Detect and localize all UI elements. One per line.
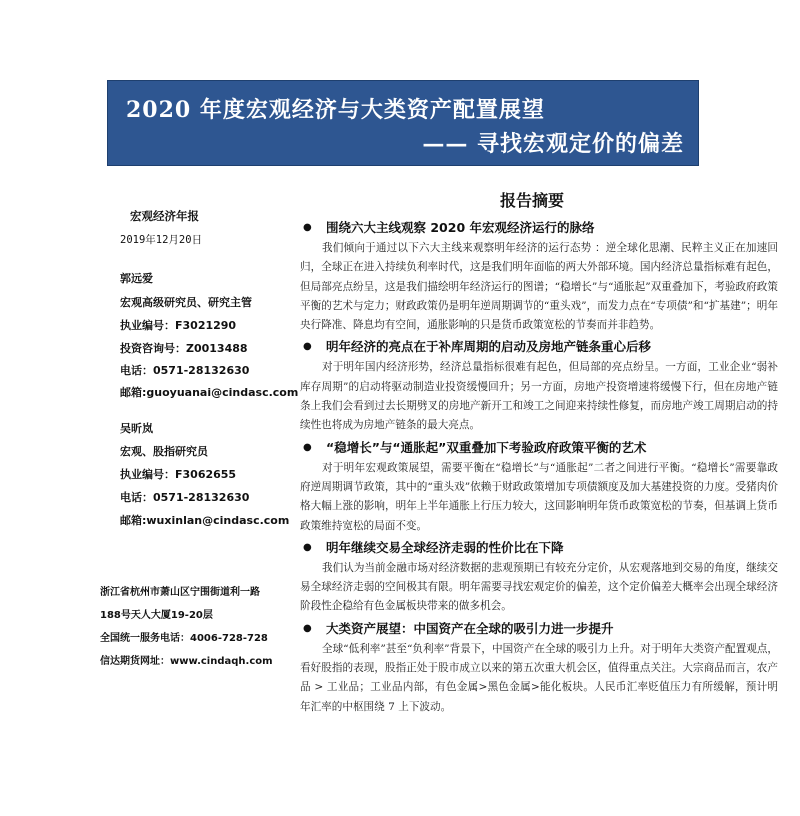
analyst-1-email[interactable]: 邮箱:guoyuanai@cindasc.com: [120, 386, 299, 399]
analyst-2-email[interactable]: 邮箱:wuxinlan@cindasc.com: [120, 514, 290, 527]
address-line-1: 浙江省杭州市萧山区宁围街道利一路: [100, 587, 260, 598]
analyst-2-license: 执业编号：F3062655: [120, 468, 237, 481]
analyst-1-license: 执业编号：F3021290: [120, 319, 237, 332]
section-body: 对于明年国内经济形势，经济总量指标很难有起色，但局部的亮点纷呈。一方面，工业企业“弱补库存周期”的启动将驱动制造业投资缓慢回升；另一方面，房地产投资增速将缓慢下行，但在房地产链条上我们会看到过去长期劈叉的房地产新开工和竣工之间迎来持续性修复，而房地产竣工周期启动的持续性也将成为房地产链条的最大亮点。: [300, 361, 778, 432]
report-title: 2020 年度宏观经济与大类资产配置展望: [126, 97, 545, 123]
analyst-1-phone: 电话：0571-28132630: [120, 364, 250, 377]
section-heading: ● 围绕六大主线观察 2020 年宏观经济运行的脉络: [303, 220, 595, 235]
summary-content: [300, 218, 778, 719]
analyst-1-advisory: 投资咨询号：Z0013488: [120, 342, 248, 355]
section-body: 我们倾向于通过以下六大主线来观察明年经济的运行态势 ：逆全球化思潮、民粹主义正在加速回归，全球正在进入持续负利率时代，这是我们明年面临的两大外部环境。国内经济总量指标难有起色，但局部亮点纷呈，这是我们描绘明年经济运行的图谱；“稳增长”与“通胀起”双重叠加下，考验政府政策平衡的艺术与定力；财政政策仍是明年逆周期调节的“重头戏”，而发力点在“专项债”和“扩基建”；明年央行降准、降息均有空间，通胀影响的只是货币政策宽松的节奏而并非趋势。: [300, 242, 778, 332]
section-heading: ● 明年经济的亮点在于补库周期的启动及房地产链条重心后移: [303, 339, 652, 355]
analyst-1-name: 郭远爱: [120, 272, 153, 285]
section-body: 我们认为当前金融市场对经济数据的悲观预期已有较充分定价，从宏观落地到交易的角度，继续交易全球经济走弱的空间极其有限。明年需要寻找宏观定价的偏差，这个定价偏差大概率会出现全球经济阶段性企稳给有色金属板块带来的做多机会。: [300, 561, 778, 613]
bullet-icon: ●: [303, 441, 312, 453]
bullet-icon: ●: [303, 222, 312, 233]
section-heading: ● “稳增长”与“通胀起”双重叠加下考验政府政策平衡的艺术: [303, 439, 647, 455]
section-heading: ● 大类资产展望：中国资产在全球的吸引力进一步提升: [303, 620, 614, 636]
bullet-icon: ●: [303, 541, 312, 553]
bullet-icon: ●: [303, 341, 312, 353]
report-date: 2019年12月20日: [120, 234, 203, 246]
service-hotline: 全国统一服务电话：4006-728-728: [100, 633, 268, 644]
section-heading: ● 明年继续交易全球经济走弱的性价比在下降: [303, 539, 564, 555]
website[interactable]: 信达期货网址：www.cindaqh.com: [100, 656, 273, 667]
analyst-2-phone: 电话：0571-28132630: [120, 491, 250, 504]
analyst-1-title: 宏观高级研究员、研究主管: [120, 296, 252, 309]
bullet-icon: ●: [303, 622, 312, 634]
report-type: 宏观经济年报: [130, 209, 199, 223]
analyst-2-name: 吴昕岚: [120, 422, 153, 435]
address-line-2: 188号天人大厦19-20层: [100, 610, 213, 621]
section-body: 对于明年宏观政策展望，需要平衡在“稳增长”与“通胀起”二者之间进行平衡。“稳增长”需要靠政府逆周期调节政策，其中的“重头戏”依赖于财政政策增加专项债额度及加大基建投资的力度。受猪肉价格大幅上涨的影响，明年上半年通胀上行压力较大，这回影响明年货币政策宽松的节奏，但基调上货币政策维持宽松的局面不变。: [300, 461, 778, 532]
analyst-2-title: 宏观、股指研究员: [120, 445, 208, 458]
section-body: 全球“低利率”甚至“负利率”背景下，中国资产在全球的吸引力上升。对于明年大类资产配置观点，看好股指的表现，股指正处于股市成立以来的第五次重大机会区，值得重点关注。大宗商品而言，农产品 > 工业品；工业品内部，有色金属>黑色金属>能化板块。人民币汇率贬值压力有所缓解，预计明年汇率的中枢围绕 7 上下波动。: [300, 642, 779, 713]
summary-heading: 报告摘要: [500, 191, 565, 210]
sidebar: [0, 0, 299, 816]
report-subtitle: —— 寻找宏观定价的偏差: [422, 131, 684, 157]
